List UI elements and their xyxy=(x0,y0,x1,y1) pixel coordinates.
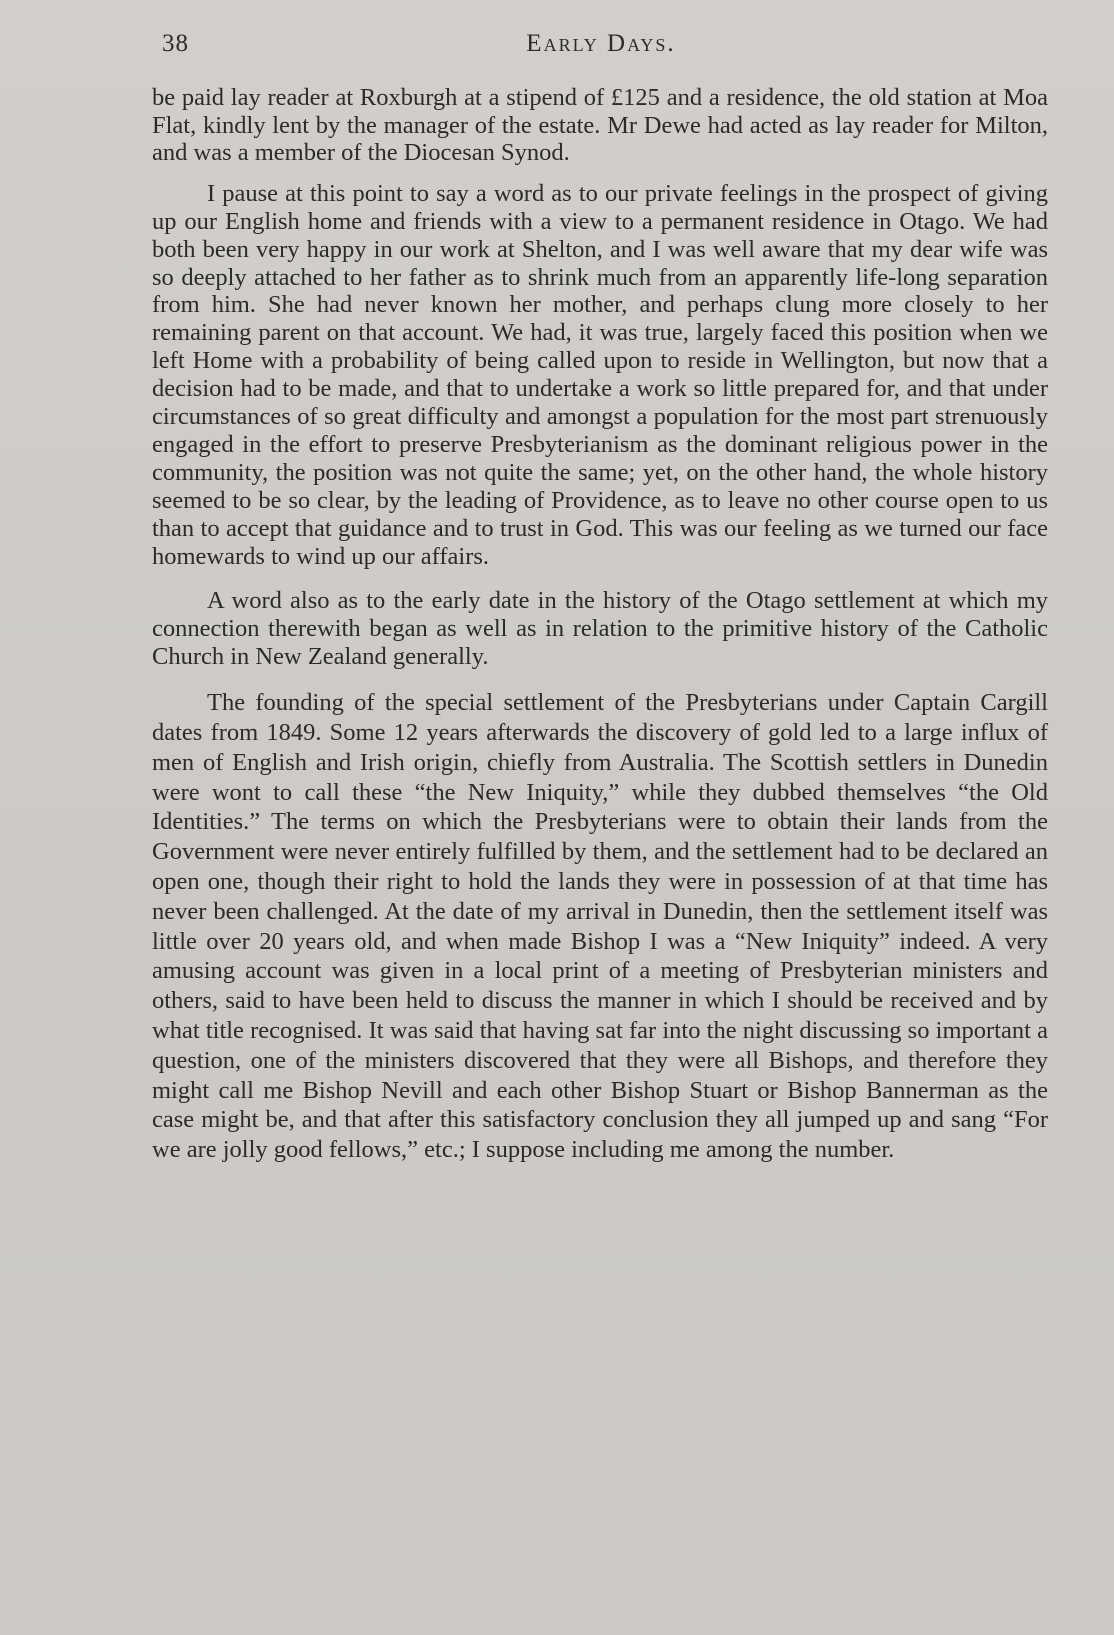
paragraph-early-date: A word also as to the early date in the history of the Otago settlement at which my connection therewith began as well as in relation to the primitive history of the Catholic Church in New Zealand generally. xyxy=(152,587,1048,670)
body-text xyxy=(152,84,1048,1165)
paragraph-continuation: be paid lay reader at Roxburgh at a stipend of £125 and a residence, the old station at Moa Flat, kindly lent by the manager of the estate. Mr Dewe had acted as lay reader for Milton, and was a member of the Diocesan Synod. xyxy=(152,84,1048,167)
paragraph-founding-settlement: The founding of the special settlement of the Presbyterians under Captain Cargill dates from 1849. Some 12 years afterwards the discovery of gold led to a large influx of men of English and Irish origin, chiefly from Australia. The Scottish settlers in Dunedin were wont to call these “the New Iniquity,” while they dubbed themselves “the Old Identities.” The terms on which the Presbyterians were to obtain their lands from the Government were never entirely fulfilled by them, and the settlement had to be declared an open one, though their right to hold the lands they were in possession of at that time has never been challenged. At the date of my arrival in Dunedin, then the settlement itself was little over 20 years old, and when made Bishop I was a “New Iniquity” indeed. A very amusing account was given in a local print of a meeting of Presbyterian ministers and others, said to have been held to discuss the manner in which I should be received and by what title recognised. It was said that having sat far into the night discussing so important a question, one of the ministers discovered that they were all Bishops, and therefore they might call me Bishop Nevill and each other Bishop Stuart or Bishop Bannerman as the case might be, and that after this satisfactory conclusion they all jumped up and sang “For we are jolly good fellows,” etc.; I suppose including me among the number. xyxy=(152,689,1048,1164)
page-number: 38 xyxy=(162,30,189,57)
paragraph-private-feelings: I pause at this point to say a word as to our private feelings in the prospect of giving up our English home and friends with a view to a permanent residence in Otago. We had both been very happy in our work at Shelton, and I was well aware that my dear wife was so deeply attached to her father as to shrink much from an apparently life-long separation from him. She had never known her mother, and perhaps clung more closely to her remaining parent on that account. We had, it was true, largely faced this position when we left Home with a probability of being called upon to reside in Wellington, but now that a decision had to be made, and that to undertake a work so little prepared for, and that under circumstances of so great difficulty and amongst a population for the most part strenuously engaged in the effort to preserve Presbyterianism as the dominant religious power in the community, the position was not quite the same; yet, on the other hand, the whole history seemed to be so clear, by the leading of Providence, as to leave no other course open to us than to accept that guidance and to trust in God. This was our feeling as we turned our face homewards to wind up our affairs. xyxy=(152,179,1048,570)
running-head xyxy=(152,26,1050,62)
running-title: Early Days. xyxy=(526,30,676,57)
